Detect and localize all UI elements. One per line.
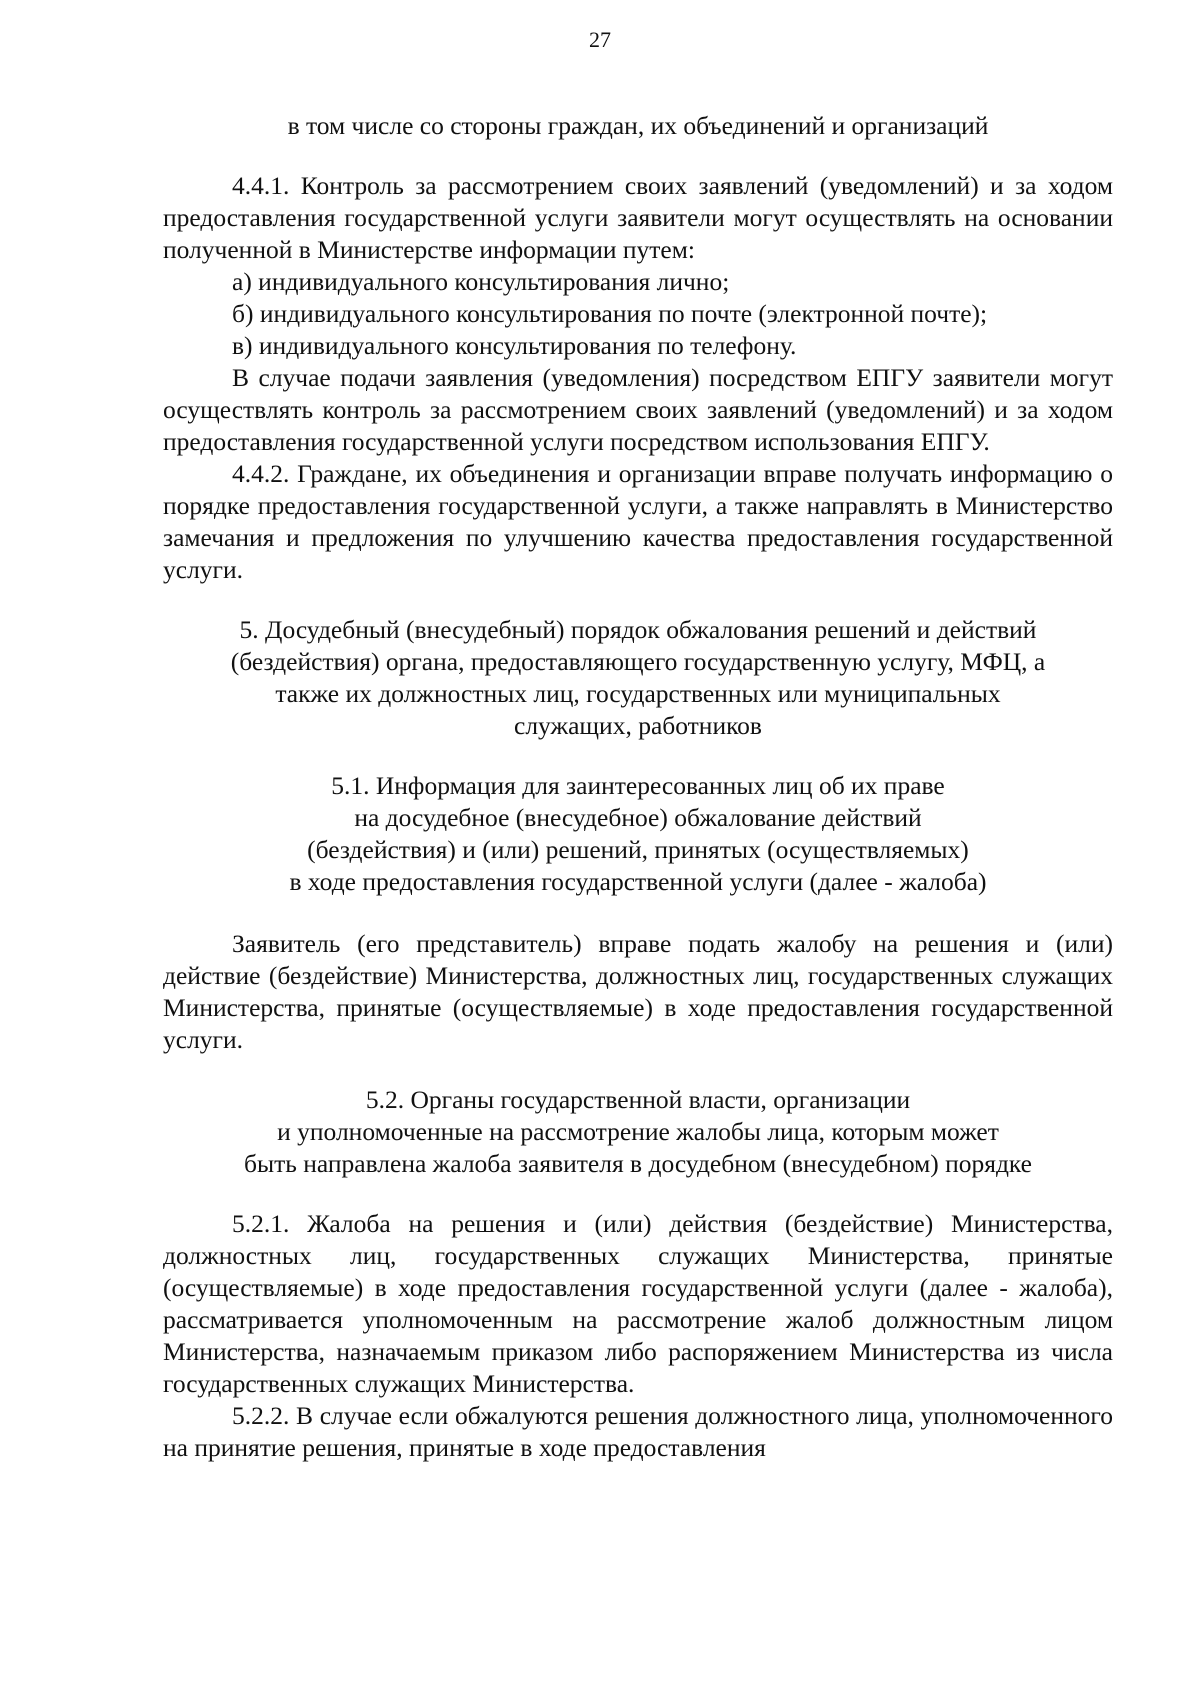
- section-5-heading-line: 5. Досудебный (внесудебный) порядок обжалования решений и действий: [239, 615, 1037, 644]
- section-5-1-heading-line: (бездействия) и (или) решений, принятых (осуществляемых): [307, 835, 969, 864]
- paragraph-4-4-2: 4.4.2. Граждане, их объединения и организации вправе получать информацию о порядке предоставления государственной услуги, а также направлять в Министерство замечания и предложения по улучшению качества предоставления государственной услуги.: [163, 459, 1113, 584]
- intro-line: в том числе со стороны граждан, их объединений и организаций: [287, 111, 989, 140]
- section-5-1-heading: [163, 770, 1113, 898]
- section-5-heading-line: также их должностных лиц, государственных или муниципальных: [275, 679, 1001, 708]
- paragraph-5-2-1: 5.2.1. Жалоба на решения и (или) действия (бездействие) Министерства, должностных лиц, государственных служащих Министерства, принятые (осуществляемые) в ходе предоставления государственной услуги (далее - жалоба), рассматривается уполномоченным на рассмотрение жалоб должностным лицом Министерства, назначаемым приказом либо распоряжением Министерства из числа государственных служащих Министерства.: [163, 1209, 1113, 1398]
- paragraph-epgu: В случае подачи заявления (уведомления) посредством ЕПГУ заявители могут осуществлять контроль за рассмотрением своих заявлений (уведомлений) и за ходом предоставления государственной услуги посредством использования ЕПГУ.: [163, 363, 1113, 456]
- section-5-heading: [163, 614, 1113, 742]
- list-item-a: а) индивидуального консультирования лично;: [232, 267, 730, 296]
- list-item-c: в) индивидуального консультирования по телефону.: [232, 331, 797, 360]
- paragraph-5-1: Заявитель (его представитель) вправе подать жалобу на решения и (или) действие (бездействие) Министерства, должностных лиц, государственных служащих Министерства, принятые (осуществляемые) в ходе предоставления государственной услуги.: [163, 929, 1113, 1054]
- list-item-b: б) индивидуального консультирования по почте (электронной почте);: [232, 299, 988, 328]
- paragraph-5-2-2: 5.2.2. В случае если обжалуются решения должностного лица, уполномоченного на принятие решения, принятые в ходе предоставления: [163, 1401, 1113, 1462]
- document-body: [163, 110, 1113, 1464]
- section-5-1-heading-line: 5.1. Информация для заинтересованных лиц об их праве: [331, 771, 945, 800]
- section-5-heading-line: служащих, работников: [514, 711, 762, 740]
- section-5-heading-line: (бездействия) органа, предоставляющего государственную услугу, МФЦ, а: [230, 647, 1046, 676]
- section-5-2-heading-line: и уполномоченные на рассмотрение жалобы лица, которым может: [277, 1117, 999, 1146]
- page-number: 27: [589, 27, 611, 52]
- section-5-1-heading-line: в ходе предоставления государственной услуги (далее - жалоба): [289, 867, 987, 896]
- section-5-2-heading: [163, 1084, 1113, 1180]
- section-5-2-heading-line: быть направлена жалоба заявителя в досудебном (внесудебном) порядке: [243, 1149, 1033, 1178]
- section-5-1-heading-line: на досудебное (внесудебное) обжалование действий: [354, 803, 922, 832]
- section-5-2-heading-line: 5.2. Органы государственной власти, организации: [365, 1085, 911, 1114]
- paragraph-4-4-1: 4.4.1. Контроль за рассмотрением своих заявлений (уведомлений) и за ходом предоставления государственной услуги заявители могут осуществлять на основании полученной в Министерстве информации путем:: [163, 171, 1113, 264]
